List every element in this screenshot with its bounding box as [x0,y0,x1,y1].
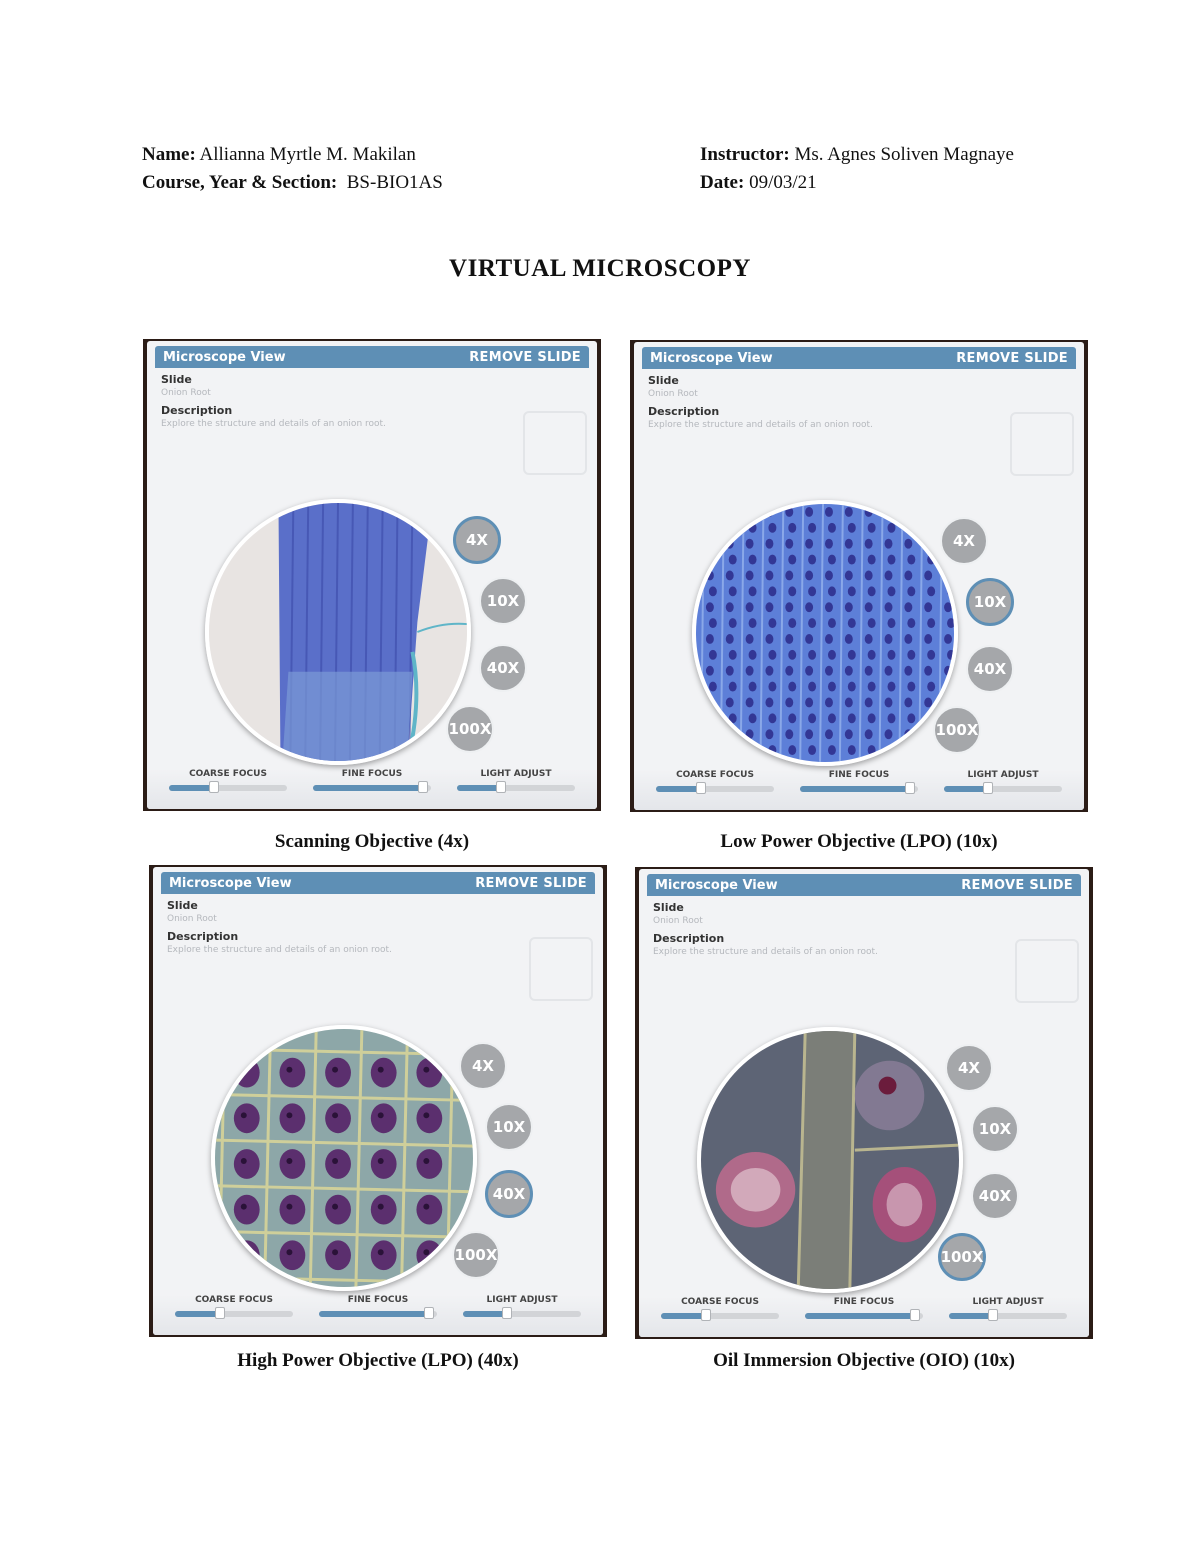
fine-focus-handle[interactable] [424,1307,434,1319]
coarse-focus-control [169,769,287,791]
fine-focus-label: FINE FOCUS [347,1295,409,1305]
fine-focus-handle[interactable] [910,1309,920,1321]
light-adjust-label: LIGHT ADJUST [967,770,1039,780]
description-label: Description [161,404,233,417]
remove-slide-button[interactable]: REMOVE SLIDE [475,875,587,891]
slide-info [167,899,392,961]
window-titlebar [155,346,589,368]
window-title: Microscope View [169,875,292,891]
window-title: Microscope View [650,350,773,366]
microscope-window [634,342,1084,810]
light-adjust-handle[interactable] [496,781,506,793]
focus-controls [661,1297,1067,1319]
coarse-focus-fill [661,1313,706,1319]
slide-info [653,901,878,963]
microscope-window [147,341,597,809]
coarse-focus-fill [169,785,214,791]
objective-button-4x[interactable]: 4X [459,1042,507,1090]
microscope-panel [630,340,1088,812]
slide-info [161,373,386,435]
light-adjust-label: LIGHT ADJUST [486,1295,558,1305]
fine-focus-fill [319,1311,429,1317]
fine-focus-handle[interactable] [418,781,428,793]
light-adjust-slider[interactable] [463,1311,581,1317]
fine-focus-label: FINE FOCUS [341,769,403,779]
fine-focus-fill [805,1313,915,1319]
objective-button-40x[interactable]: 40X [966,645,1014,693]
name-line [142,141,700,169]
light-adjust-fill [457,785,501,791]
window-title: Microscope View [163,349,286,365]
fine-focus-control [800,770,918,792]
description-label: Description [648,405,720,418]
light-adjust-fill [949,1313,993,1319]
coarse-focus-slider[interactable] [656,786,774,792]
course-line [142,169,700,197]
light-adjust-label: LIGHT ADJUST [480,769,552,779]
instructor-value: Ms. Agnes Soliven Magnaye [794,144,1014,165]
coarse-focus-fill [175,1311,220,1317]
background-decoration [1015,939,1079,1003]
coarse-focus-control [661,1297,779,1319]
fine-focus-fill [800,786,910,792]
focus-controls [656,770,1062,792]
figure-caption: Low Power Objective (LPO) (10x) [720,831,998,852]
microscope-viewport [692,500,958,766]
coarse-focus-label: COARSE FOCUS [676,770,754,780]
slide-value: Onion Root [653,916,703,926]
slide-value: Onion Root [167,914,217,924]
description-label: Description [167,930,239,943]
light-adjust-label: LIGHT ADJUST [972,1297,1044,1307]
slide-value: Onion Root [648,389,698,399]
light-adjust-handle[interactable] [988,1309,998,1321]
description-value: Explore the structure and details of an onion root. [167,945,392,955]
course-label: Course, Year & Section: [142,172,338,193]
microscope-window [639,869,1089,1337]
objective-button-4x[interactable]: 4X [945,1044,993,1092]
slide-label: Slide [648,374,679,387]
objective-button-100x[interactable]: 100X [933,706,981,754]
focus-controls [169,769,575,791]
coarse-focus-label: COARSE FOCUS [189,769,267,779]
microscope-panel [143,339,601,811]
light-adjust-control [457,769,575,791]
objective-button-10x[interactable]: 10X [485,1103,533,1151]
name-value: Allianna Myrtle M. Makilan [199,144,416,165]
name-label: Name: [142,144,196,165]
light-adjust-control [949,1297,1067,1319]
figure-caption: Scanning Objective (4x) [274,831,470,852]
background-decoration [1010,412,1074,476]
remove-slide-button[interactable]: REMOVE SLIDE [956,350,1068,366]
light-adjust-handle[interactable] [983,782,993,794]
fine-focus-label: FINE FOCUS [833,1297,895,1307]
focus-controls [175,1295,581,1317]
figure-caption: Oil Immersion Objective (OIO) (10x) [713,1350,1015,1371]
light-adjust-handle[interactable] [502,1307,512,1319]
microscope-panel [149,865,607,1337]
coarse-focus-fill [656,786,701,792]
light-adjust-control [944,770,1062,792]
fine-focus-control [319,1295,437,1317]
date-label: Date: [700,172,745,193]
slide-label: Slide [653,901,684,914]
coarse-focus-control [175,1295,293,1317]
microscope-window [153,867,603,1335]
objective-button-10x[interactable]: 10X [479,577,527,625]
fine-focus-slider[interactable] [800,786,918,792]
objective-button-40x[interactable]: 40X [485,1170,533,1218]
window-titlebar [647,874,1081,896]
coarse-focus-control [656,770,774,792]
document-header [142,141,1082,197]
light-adjust-fill [944,786,988,792]
description-label: Description [653,932,725,945]
remove-slide-button[interactable]: REMOVE SLIDE [961,877,1073,893]
date-line [700,169,817,197]
background-decoration [523,411,587,475]
slide-info [648,374,873,436]
microscope-panel [635,867,1093,1339]
light-adjust-slider[interactable] [944,786,1062,792]
objective-button-100x[interactable]: 100X [452,1231,500,1279]
coarse-focus-label: COARSE FOCUS [681,1297,759,1307]
description-value: Explore the structure and details of an onion root. [648,420,873,430]
window-titlebar [161,872,595,894]
fine-focus-label: FINE FOCUS [828,770,890,780]
window-titlebar [642,347,1076,369]
course-value: BS-BIO1AS [346,172,443,193]
fine-focus-slider[interactable] [313,785,431,791]
fine-focus-control [313,769,431,791]
fine-focus-handle[interactable] [905,782,915,794]
description-value: Explore the structure and details of an onion root. [653,947,878,957]
page-title: VIRTUAL MICROSCOPY [449,255,751,282]
light-adjust-fill [463,1311,507,1317]
microscope-viewport [697,1027,963,1293]
coarse-focus-handle[interactable] [215,1307,225,1319]
light-adjust-control [463,1295,581,1317]
objective-button-10x[interactable]: 10X [971,1105,1019,1153]
background-decoration [529,937,593,1001]
objective-button-4x[interactable]: 4X [453,516,501,564]
objective-button-10x[interactable]: 10X [966,578,1014,626]
remove-slide-button[interactable]: REMOVE SLIDE [469,349,581,365]
coarse-focus-label: COARSE FOCUS [195,1295,273,1305]
window-title: Microscope View [655,877,778,893]
objective-button-4x[interactable]: 4X [940,517,988,565]
coarse-focus-handle[interactable] [209,781,219,793]
fine-focus-slider[interactable] [805,1313,923,1319]
slide-label: Slide [167,899,198,912]
slide-value: Onion Root [161,388,211,398]
fine-focus-slider[interactable] [319,1311,437,1317]
fine-focus-control [805,1297,923,1319]
fine-focus-fill [313,785,423,791]
description-value: Explore the structure and details of an onion root. [161,419,386,429]
microscope-viewport [211,1025,477,1291]
coarse-focus-slider[interactable] [175,1311,293,1317]
objective-button-100x[interactable]: 100X [938,1233,986,1281]
figure-caption: High Power Objective (LPO) (40x) [237,1350,519,1371]
microscope-viewport [205,499,471,765]
objective-button-100x[interactable]: 100X [446,705,494,753]
light-adjust-slider[interactable] [457,785,575,791]
instructor-label: Instructor: [700,144,790,165]
light-adjust-slider[interactable] [949,1313,1067,1319]
coarse-focus-handle[interactable] [696,782,706,794]
coarse-focus-slider[interactable] [661,1313,779,1319]
coarse-focus-handle[interactable] [701,1309,711,1321]
instructor-line [700,141,1014,169]
slide-label: Slide [161,373,192,386]
objective-button-40x[interactable]: 40X [479,644,527,692]
coarse-focus-slider[interactable] [169,785,287,791]
objective-button-40x[interactable]: 40X [971,1172,1019,1220]
date-value: 09/03/21 [749,172,817,193]
